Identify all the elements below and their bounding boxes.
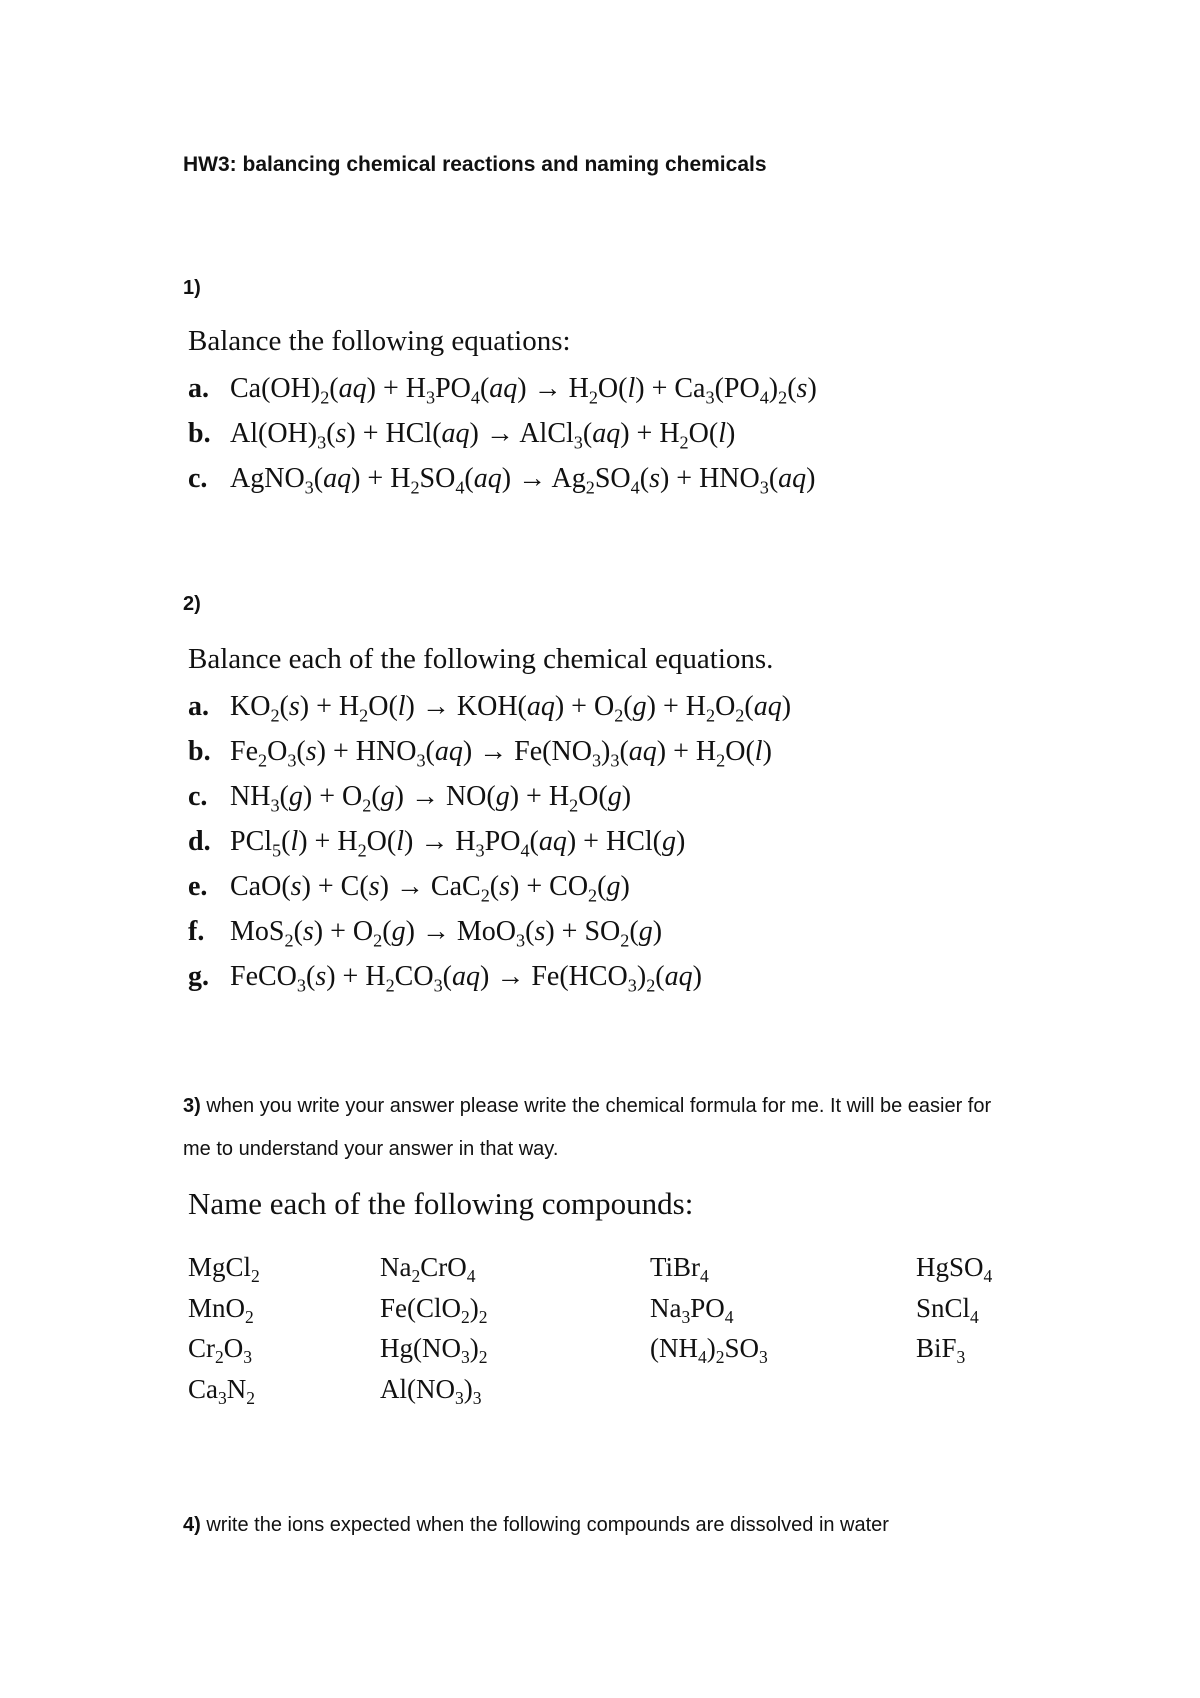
compound-formula: $Ca_3N_2$ xyxy=(188,1374,256,1409)
equation-formula: $NH_3(g) + O_2(g) \to NO(g) + H_2O(g)$ xyxy=(230,781,632,816)
equation-label: a. xyxy=(188,373,209,404)
equation-formula: $CaO(s) + C(s) \to CaC_2(s) + CO_2(g)$ xyxy=(230,871,630,906)
equation-formula: $Fe_2O_3(s) + HNO_3(aq) \to Fe(NO_3)_3(aq) + H_2O(l)$ xyxy=(230,736,772,771)
compound-formula: MgCl$_2$ xyxy=(188,1252,260,1287)
equation-formula: FeCO$_3$(s) + $H_2CO_3(aq) \to Fe(HCO_3)_2(aq)$ xyxy=(230,961,702,996)
question-4 xyxy=(183,1514,889,1537)
equation-label: b. xyxy=(188,736,211,767)
question-1-equations xyxy=(188,366,817,501)
page-title: HW3: balancing chemical reactions and naming chemicals xyxy=(183,153,767,176)
equation-formula: AgNO$_3$(aq) + $H_2SO_4(aq) \to Ag_2SO_4(s) + HNO_3(aq)$ xyxy=(230,463,816,498)
question-1-intro: Balance the following equations: xyxy=(188,325,571,357)
question-4-text: write the ions expected when the following compounds are dissolved in water xyxy=(206,1514,889,1536)
equation-label: c. xyxy=(188,781,208,812)
compound-grid xyxy=(188,1252,1048,1432)
q1-equation-c xyxy=(188,456,817,501)
q2-equation-b xyxy=(188,729,791,774)
question-3-heading: Name each of the following compounds: xyxy=(188,1186,694,1221)
equation-label: f. xyxy=(188,916,205,947)
equation-formula: $PCl_5(l) + H_2O(l) \to H_3PO_4(aq) + HCl(g)$ xyxy=(230,826,686,861)
question-4-number: 4) xyxy=(183,1514,201,1536)
compound-formula: $(NH_4)_2SO_3$ xyxy=(650,1333,768,1368)
question-2-equations xyxy=(188,684,791,999)
equation-formula: $KO_2(s) + H_2O(l) \to KOH(aq) + O_2(g) + H_2O_2(aq)$ xyxy=(230,691,792,726)
compound-formula: $Na_3PO_4$ xyxy=(650,1293,734,1328)
q2-equation-f xyxy=(188,909,791,954)
compound-formula: HgSO$_4$ xyxy=(916,1252,993,1287)
compound-formula: $Cr_2O_3$ xyxy=(188,1333,253,1368)
compound-formula: $Fe(ClO_2)_2$ xyxy=(380,1293,488,1328)
question-1-number: 1) xyxy=(183,277,201,299)
equation-label: e. xyxy=(188,871,208,902)
q1-equation-b xyxy=(188,411,817,456)
equation-formula: $Ca(OH)_2(aq) + H_3PO_4(aq) \to H_2O(l) + Ca_3(PO_4)_2(s)$ xyxy=(230,373,817,408)
equation-label: b. xyxy=(188,418,211,449)
question-3-number: 3) xyxy=(183,1095,201,1117)
question-3-note xyxy=(183,1085,1023,1171)
equation-label: g. xyxy=(188,961,209,992)
question-2-number: 2) xyxy=(183,593,201,615)
q2-equation-g xyxy=(188,954,791,999)
compound-formula: SnCl$_4$ xyxy=(916,1293,979,1328)
compound-formula: BiF$_3$ xyxy=(916,1333,966,1368)
q2-equation-e xyxy=(188,864,791,909)
question-3-note-text: when you write your answer please write the chemical formula for me. It will be easier for me to understand your answer in that way. xyxy=(183,1095,992,1160)
compound-formula: $Hg(NO_3)_2$ xyxy=(380,1333,488,1368)
equation-label: d. xyxy=(188,826,211,857)
q2-equation-a xyxy=(188,684,791,729)
equation-formula: $MoS_2(s) + O_2(g) \to MoO_3(s) + SO_2(g)$ xyxy=(230,916,663,951)
compound-formula: TiBr$_4$ xyxy=(650,1252,709,1287)
question-2-intro: Balance each of the following chemical equations. xyxy=(188,643,774,675)
q1-equation-a xyxy=(188,366,817,411)
equation-label: c. xyxy=(188,463,208,494)
compound-formula: MnO$_2$ xyxy=(188,1293,254,1328)
q2-equation-d xyxy=(188,819,791,864)
compound-formula: $Na_2CrO_4$ xyxy=(380,1252,476,1287)
compound-formula: $Al(NO_3)_3$ xyxy=(380,1374,482,1409)
q2-equation-c xyxy=(188,774,791,819)
equation-label: a. xyxy=(188,691,209,722)
equation-formula: $Al(OH)_3(s) + HCl(aq)$ → AlCl$_3$(aq) + $H_2O(l)$ xyxy=(230,418,736,453)
